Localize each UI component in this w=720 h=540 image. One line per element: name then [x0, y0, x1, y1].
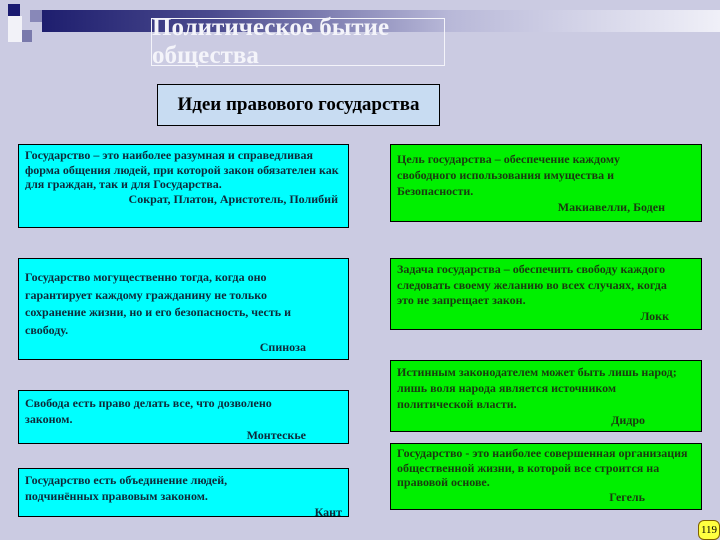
quote-author: Макиавелли, Боден	[557, 200, 665, 214]
quote-text: Государство могущественно тогда, когда оно гарантирует каждому гражданину не только сохранение жизни, но и его безопасность, честь и свободу.	[25, 270, 292, 337]
quote-text: Истинным законодателем может быть лишь народ; лишь воля народа является источником политической власти.	[397, 365, 677, 411]
quote-text: Свобода есть право делать все, что дозволено законом.	[25, 396, 272, 426]
quote-box	[390, 360, 702, 432]
quote-box	[18, 258, 349, 360]
quote-box	[18, 144, 349, 228]
quote-box	[390, 443, 702, 510]
quote-box	[390, 144, 702, 222]
quote-author: Кант	[314, 505, 342, 519]
quote-author: Дидро	[611, 413, 645, 427]
decor-square-mid2	[30, 10, 42, 22]
quote-box	[18, 468, 349, 517]
quote-text: Цель государства – обеспечение каждому свободного использования имущества и Безопасности.	[397, 152, 621, 198]
quote-text: Государство - это наиболее совершенная организация общественной жизни, в которой все строится на правовой основе.	[397, 446, 688, 489]
subtitle-box	[157, 84, 440, 126]
quote-author: Сократ, Платон, Аристотель, Полибий	[128, 191, 338, 206]
quote-text: Государство – это наиболее разумная и справедливая форма общения людей, при которой закон обязателен как для граждан, так и для Государства.	[25, 148, 339, 191]
quote-text: Задача государства – обеспечить свободу каждого следовать своему желанию во всех случаях, когда это не запрещает закон.	[397, 262, 667, 307]
title-box	[151, 14, 445, 69]
quote-author: Локк	[640, 308, 669, 323]
slide-title: Политическое бытие общества	[152, 14, 390, 69]
page-number-badge: 119	[698, 520, 720, 540]
quote-author: Гегель	[609, 489, 645, 504]
slide-subtitle: Идеи правового государства	[177, 94, 420, 115]
quote-author: Спиноза	[259, 340, 306, 354]
quote-box	[18, 390, 349, 444]
quote-box	[390, 258, 702, 330]
decor-square-dark	[8, 4, 20, 16]
decor-square-light	[8, 16, 22, 42]
decor-square-mid	[22, 30, 32, 42]
quote-text: Государство есть объединение людей, подчинённых правовым законом.	[25, 473, 228, 503]
quote-author: Монтескье	[246, 428, 306, 442]
